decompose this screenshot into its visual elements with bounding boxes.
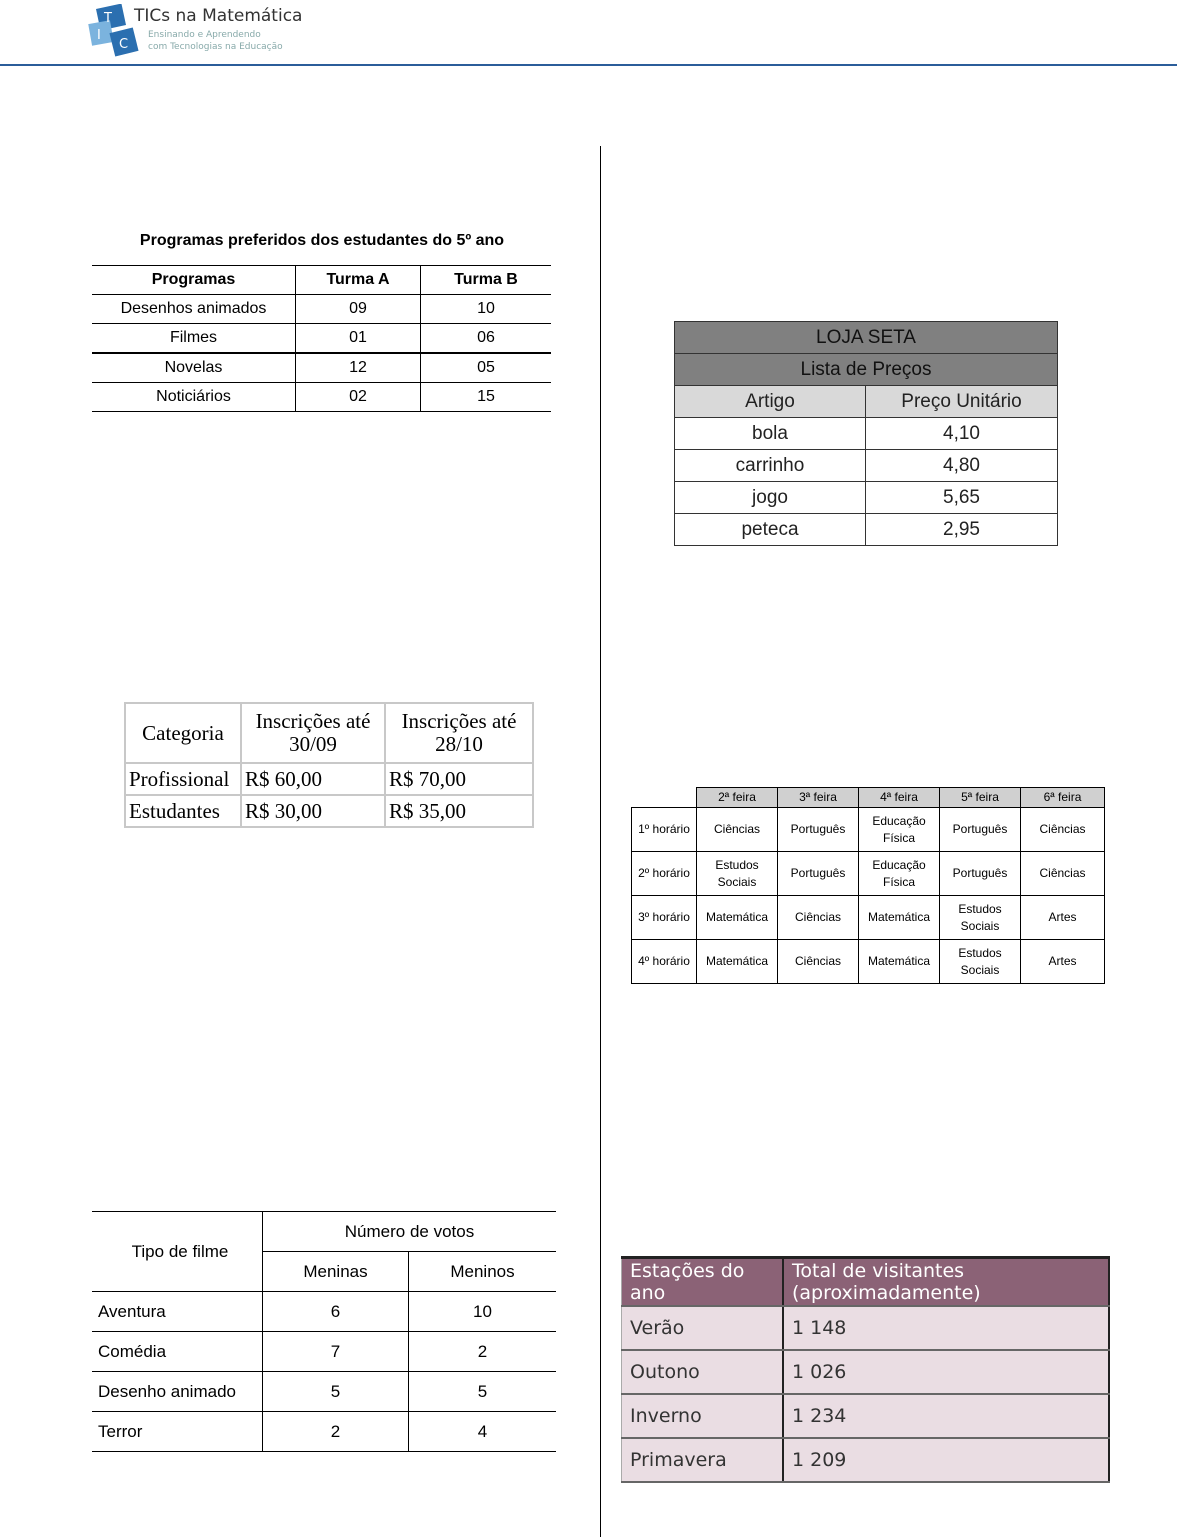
header-cell: Categoria [125, 703, 241, 763]
table-cell: 3º horário [632, 896, 697, 940]
logo-letter-t: T [104, 11, 112, 26]
table-row [92, 324, 551, 354]
header-cell: Turma B [421, 266, 552, 295]
table-cell: 09 [296, 295, 421, 324]
table-cell: Outono [622, 1350, 784, 1394]
table-cell: Matemática [859, 896, 940, 940]
table-cell: Desenhos animados [92, 295, 296, 324]
table-row [675, 514, 1058, 546]
table-cell: Estudos Sociais [940, 896, 1021, 940]
table-row [125, 795, 533, 827]
table-cell: Inverno [622, 1394, 784, 1438]
table-cell: 2 [263, 1412, 409, 1452]
loja-title: LOJA SETA [675, 322, 1058, 354]
table-cell: 4 [409, 1412, 557, 1452]
table-cell: Ciências [778, 896, 859, 940]
table-row [92, 295, 551, 324]
table-cell: 1º horário [632, 808, 697, 852]
header-cell: Inscrições até 30/09 [241, 703, 385, 763]
table-cell: 6 [263, 1292, 409, 1332]
table-cell: 4º horário [632, 940, 697, 984]
table-cell: 02 [296, 383, 421, 412]
table-header-row [622, 1258, 1110, 1307]
table-row [92, 353, 551, 383]
table-cell: 2 [409, 1332, 557, 1372]
estacoes-table [621, 1256, 1110, 1483]
table-row [622, 1350, 1110, 1394]
table-row [632, 896, 1105, 940]
table-cell: R$ 60,00 [241, 763, 385, 795]
table-row [632, 852, 1105, 896]
header-cell [632, 788, 697, 808]
table-cell: Ciências [778, 940, 859, 984]
header-cell: Meninas [263, 1252, 409, 1292]
table-cell: 5 [263, 1372, 409, 1412]
header-cell: 3ª feira [778, 788, 859, 808]
table-row [675, 482, 1058, 514]
table-cell: Educação Física [859, 852, 940, 896]
header-cell: Programas [92, 266, 296, 295]
programs-table [92, 265, 551, 412]
table-cell: 15 [421, 383, 552, 412]
logo-subtitle-2: com Tecnologias na Educação [148, 42, 283, 52]
table-header-row [125, 703, 533, 763]
table-cell: Matemática [697, 896, 778, 940]
table-header-row [92, 1212, 556, 1252]
inscricoes-table [124, 702, 534, 828]
table-cell: Noticiários [92, 383, 296, 412]
table-cell: 1 234 [783, 1394, 1109, 1438]
table-cell: 4,10 [866, 418, 1058, 450]
table-cell: carrinho [675, 450, 866, 482]
header-cell: Total de visitantes (aproximadamente) [783, 1258, 1109, 1307]
header-cell: Número de votos [263, 1212, 557, 1252]
table-row [125, 763, 533, 795]
header-cell: Meninos [409, 1252, 557, 1292]
table-row [92, 1332, 556, 1372]
header-cell: Preço Unitário [866, 386, 1058, 418]
header-cell: 6ª feira [1021, 788, 1105, 808]
table-row [632, 940, 1105, 984]
table-cell: 7 [263, 1332, 409, 1372]
table-cell: Estudantes [125, 795, 241, 827]
table-cell: jogo [675, 482, 866, 514]
table-cell: Primavera [622, 1438, 784, 1482]
header-cell: 2ª feira [697, 788, 778, 808]
table-cell: Artes [1021, 940, 1105, 984]
table-cell: 5 [409, 1372, 557, 1412]
table-row [675, 418, 1058, 450]
table-cell: 4,80 [866, 450, 1058, 482]
table-cell: 2,95 [866, 514, 1058, 546]
table-cell: 12 [296, 353, 421, 383]
table-cell: R$ 35,00 [385, 795, 533, 827]
table-row [92, 1372, 556, 1412]
table-cell: Desenho animado [92, 1372, 263, 1412]
header-cell: Artigo [675, 386, 866, 418]
table-cell: 10 [421, 295, 552, 324]
table-cell: 05 [421, 353, 552, 383]
logo-letter-i: I [97, 28, 101, 43]
table-cell: Português [778, 852, 859, 896]
table-row [622, 1306, 1110, 1350]
programs-table-title: Programas preferidos dos estudantes do 5º ano [139, 232, 505, 249]
horario-table [631, 787, 1105, 984]
table-cell: 06 [421, 324, 552, 354]
table-header-row [675, 386, 1058, 418]
table-cell: Ciências [1021, 808, 1105, 852]
table-row [632, 808, 1105, 852]
table-row [622, 1438, 1110, 1482]
logo-title: TICs na Matemática [134, 6, 303, 26]
table-cell: 5,65 [866, 482, 1058, 514]
table-cell: Filmes [92, 324, 296, 354]
table-cell: 2º horário [632, 852, 697, 896]
table-cell: Português [940, 852, 1021, 896]
votos-table [92, 1211, 556, 1452]
table-cell: 1 209 [783, 1438, 1109, 1482]
table-row [675, 450, 1058, 482]
table-cell: Educação Física [859, 808, 940, 852]
table-cell: bola [675, 418, 866, 450]
loja-seta-table [674, 321, 1058, 546]
table-header-row [632, 788, 1105, 808]
table-cell: Aventura [92, 1292, 263, 1332]
table-cell: Ciências [1021, 852, 1105, 896]
table-cell: 01 [296, 324, 421, 354]
header-cell: Estações do ano [622, 1258, 784, 1307]
table-cell: Matemática [859, 940, 940, 984]
header-rule [0, 64, 1177, 66]
table-cell: Comédia [92, 1332, 263, 1372]
table-cell: Profissional [125, 763, 241, 795]
table-row [92, 1412, 556, 1452]
table-cell: Português [778, 808, 859, 852]
table-cell: Ciências [697, 808, 778, 852]
loja-subtitle: Lista de Preços [675, 354, 1058, 386]
table-cell: peteca [675, 514, 866, 546]
table-cell: Matemática [697, 940, 778, 984]
table-cell: Artes [1021, 896, 1105, 940]
table-cell: R$ 30,00 [241, 795, 385, 827]
header-cell: 4ª feira [859, 788, 940, 808]
table-cell: Português [940, 808, 1021, 852]
table-cell: Estudos Sociais [940, 940, 1021, 984]
table-header-row [92, 266, 551, 295]
table-row [92, 1292, 556, 1332]
header-cell: Tipo de filme [92, 1212, 263, 1292]
header-cell: Turma A [296, 266, 421, 295]
table-row [622, 1394, 1110, 1438]
logo-subtitle-1: Ensinando e Aprendendo [148, 30, 261, 40]
header-cell: Inscrições até 28/10 [385, 703, 533, 763]
table-cell: R$ 70,00 [385, 763, 533, 795]
header-cell: 5ª feira [940, 788, 1021, 808]
table-cell: 1 026 [783, 1350, 1109, 1394]
logo-letter-c: C [119, 37, 129, 52]
table-cell: Novelas [92, 353, 296, 383]
table-cell: Terror [92, 1412, 263, 1452]
table-cell: 1 148 [783, 1306, 1109, 1350]
table-cell: Estudos Sociais [697, 852, 778, 896]
page-header [0, 0, 1177, 68]
column-divider [600, 146, 601, 1537]
table-cell: 10 [409, 1292, 557, 1332]
table-row [92, 383, 551, 412]
table-cell: Verão [622, 1306, 784, 1350]
